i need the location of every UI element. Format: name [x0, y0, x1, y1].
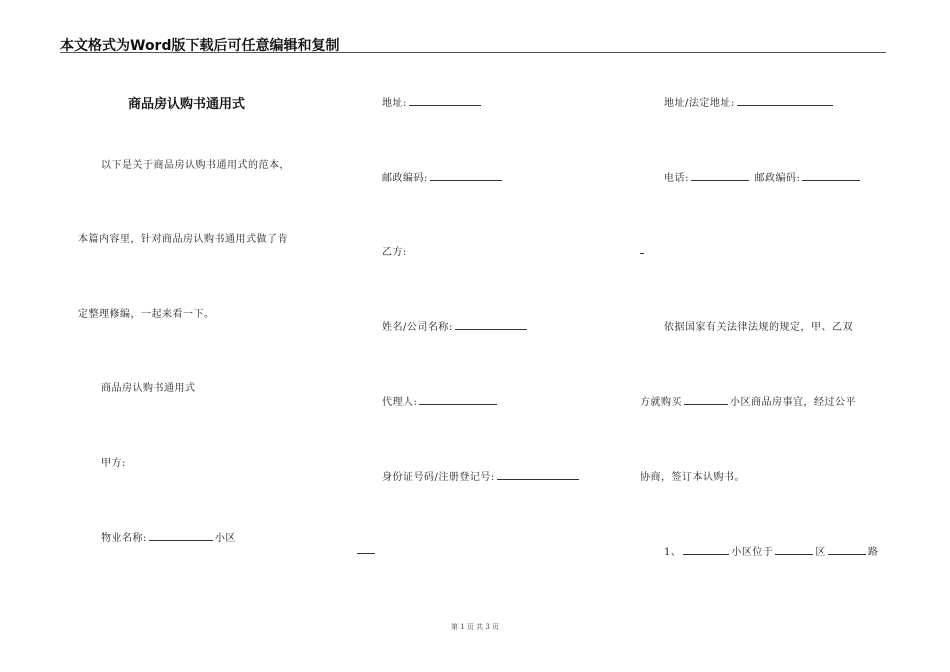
document-header: 本文格式为Word版下载后可任意编辑和复制 [60, 38, 340, 54]
clause-1-blank-2 [775, 544, 813, 555]
contract-para-line-1: 依据国家有关法律法规的规定，甲、乙双 [664, 322, 853, 333]
id-reg-label: 身份证号码/注册登记号: [382, 472, 495, 483]
agent-blank [419, 394, 497, 405]
postcode-blank [430, 170, 502, 181]
contract-para-line-3: 协商，签订本认购书。 [640, 472, 745, 483]
para2-suffix: 小区商品房事宜，经过公平 [730, 397, 856, 408]
address-row [382, 94, 483, 109]
phone-postcode-row [664, 169, 862, 184]
id-reg-blank [497, 469, 579, 480]
address-label: 地址: [382, 98, 407, 109]
legal-address-label: 地址/法定地址: [664, 98, 735, 109]
property-name-blank [149, 530, 213, 541]
intro-line-2: 本篇内容里，针对商品房认购书通用式做了肯 [78, 234, 288, 245]
document-title: 商品房认购书通用式 [128, 97, 246, 112]
continuation-blank-col2 [357, 553, 375, 554]
legal-address-row [664, 94, 835, 109]
contract-subtitle: 商品房认购书通用式 [101, 383, 196, 394]
property-name-row [101, 529, 236, 544]
intro-line-1: 以下是关于商品房认购书通用式的范本， [101, 160, 290, 171]
party-a-label: 甲方: [101, 458, 126, 469]
clause-1-text-d: 路 [867, 547, 879, 558]
intro-line-3: 定整理修编，一起来看一下。 [78, 309, 215, 320]
name-company-blank [455, 319, 527, 330]
para2-prefix: 方就购买 [640, 397, 682, 408]
agent-label: 代理人: [382, 397, 418, 408]
clause-1-row [664, 543, 878, 558]
property-name-suffix: 小区 [214, 533, 236, 544]
header-rule [60, 52, 886, 53]
clause-1-text-b: 小区位于 [731, 547, 774, 558]
postcode-label-2: 邮政编码: [754, 173, 801, 184]
phone-label: 电话: [664, 173, 689, 184]
address-blank [409, 95, 481, 106]
agent-row [382, 393, 499, 408]
postcode-blank-2 [802, 170, 860, 181]
continuation-blank-col3 [640, 253, 644, 254]
clause-1-blank-1 [683, 544, 729, 555]
clause-1-text-c: 区 [815, 547, 826, 558]
page-footer: 第 1 页 共 3 页 [450, 623, 500, 631]
postcode-label: 邮政编码: [382, 173, 428, 184]
clause-1-number: 1、 [664, 547, 682, 558]
property-name-label: 物业名称: [101, 533, 147, 544]
id-reg-row [382, 468, 581, 483]
name-company-row [382, 318, 529, 333]
postcode-row [382, 169, 504, 184]
phone-blank [691, 170, 749, 181]
legal-address-blank [737, 95, 833, 106]
contract-para-line-2 [640, 393, 856, 408]
clause-1-blank-3 [828, 544, 866, 555]
community-blank [684, 394, 728, 405]
name-company-label: 姓名/公司名称: [382, 322, 453, 333]
party-b-label: 乙方: [382, 247, 407, 258]
